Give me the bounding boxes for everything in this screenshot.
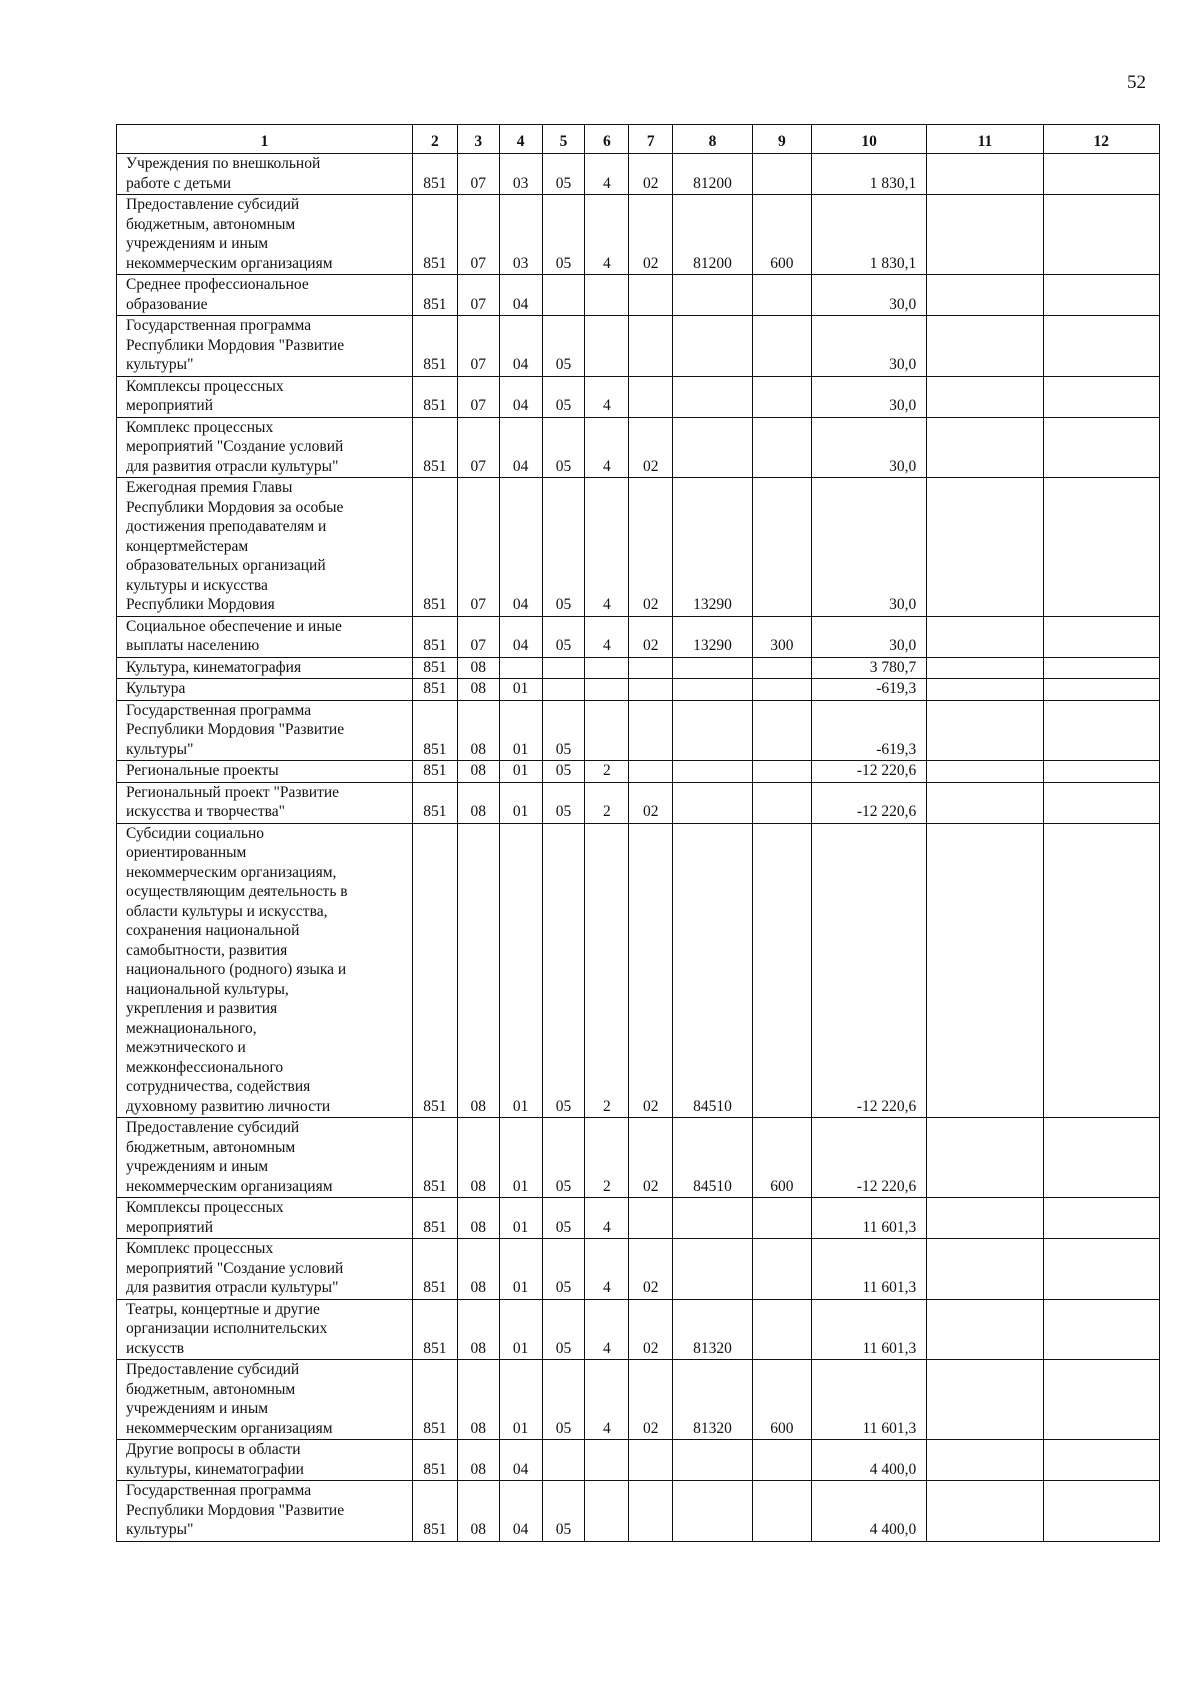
subprogram-cell xyxy=(585,679,629,701)
table-body xyxy=(117,154,1160,1542)
empty-cell-12 xyxy=(1043,1440,1159,1481)
section-cell: 08 xyxy=(457,1440,499,1481)
code-cell: 851 xyxy=(412,1440,457,1481)
empty-cell-11 xyxy=(927,1299,1043,1360)
program-cell: 05 xyxy=(542,1239,585,1300)
empty-cell-11 xyxy=(927,1239,1043,1300)
expense-type-cell xyxy=(752,823,811,1118)
code-cell: 851 xyxy=(412,154,457,195)
activity-cell xyxy=(629,1440,673,1481)
table-row xyxy=(117,1239,1160,1300)
activity-cell xyxy=(629,376,673,417)
activity-cell xyxy=(629,700,673,761)
empty-cell-12 xyxy=(1043,376,1159,417)
code-cell: 851 xyxy=(412,376,457,417)
program-cell: 05 xyxy=(542,478,585,617)
expense-type-cell xyxy=(752,154,811,195)
program-cell xyxy=(542,679,585,701)
empty-cell-11 xyxy=(927,154,1043,195)
program-cell xyxy=(542,657,585,679)
item-name: Комплексы процессных мероприятий xyxy=(117,376,413,417)
subprogram-cell: 4 xyxy=(585,1360,629,1440)
expense-type-cell xyxy=(752,316,811,377)
activity-cell: 02 xyxy=(629,1360,673,1440)
program-cell: 05 xyxy=(542,1299,585,1360)
activity-cell: 02 xyxy=(629,782,673,823)
activity-cell xyxy=(629,761,673,783)
section-cell: 07 xyxy=(457,417,499,478)
empty-cell-11 xyxy=(927,700,1043,761)
activity-cell xyxy=(629,1198,673,1239)
code-cell: 851 xyxy=(412,1118,457,1198)
section-cell: 07 xyxy=(457,195,499,275)
empty-cell-11 xyxy=(927,823,1043,1118)
section-cell: 08 xyxy=(457,700,499,761)
code-cell: 851 xyxy=(412,657,457,679)
item-name: Культура, кинематография xyxy=(117,657,413,679)
section-cell: 07 xyxy=(457,616,499,657)
item-name: Государственная программа Республики Мордовия "Развитие культуры" xyxy=(117,316,413,377)
empty-cell-12 xyxy=(1043,700,1159,761)
section-cell: 08 xyxy=(457,1360,499,1440)
activity-cell: 02 xyxy=(629,417,673,478)
direction-cell: 13290 xyxy=(673,616,753,657)
table-row xyxy=(117,1299,1160,1360)
subsection-cell: 04 xyxy=(499,275,542,316)
expense-type-cell: 600 xyxy=(752,1360,811,1440)
table-row xyxy=(117,782,1160,823)
table-row xyxy=(117,417,1160,478)
program-cell: 05 xyxy=(542,376,585,417)
empty-cell-12 xyxy=(1043,679,1159,701)
item-name: Комплексы процессных мероприятий xyxy=(117,1198,413,1239)
budget-table xyxy=(116,124,1160,1542)
amount-cell: 11 601,3 xyxy=(811,1239,926,1300)
direction-cell xyxy=(673,1198,753,1239)
item-name: Региональные проекты xyxy=(117,761,413,783)
empty-cell-12 xyxy=(1043,616,1159,657)
amount-cell: 11 601,3 xyxy=(811,1360,926,1440)
code-cell: 851 xyxy=(412,195,457,275)
item-name: Учреждения по внешкольной работе с детьми xyxy=(117,154,413,195)
item-name: Предоставление субсидий бюджетным, автономным учреждениям и иным некоммерческим организациям xyxy=(117,1360,413,1440)
section-cell: 07 xyxy=(457,275,499,316)
subprogram-cell xyxy=(585,700,629,761)
expense-type-cell xyxy=(752,761,811,783)
amount-cell: -12 220,6 xyxy=(811,761,926,783)
table-row xyxy=(117,1481,1160,1542)
subprogram-cell xyxy=(585,657,629,679)
amount-cell: -12 220,6 xyxy=(811,823,926,1118)
expense-type-cell xyxy=(752,376,811,417)
empty-cell-11 xyxy=(927,1360,1043,1440)
amount-cell: 1 830,1 xyxy=(811,154,926,195)
direction-cell xyxy=(673,417,753,478)
subsection-cell xyxy=(499,657,542,679)
direction-cell xyxy=(673,316,753,377)
subsection-cell: 04 xyxy=(499,1481,542,1542)
table-row xyxy=(117,376,1160,417)
subsection-cell: 01 xyxy=(499,700,542,761)
section-cell: 07 xyxy=(457,154,499,195)
empty-cell-12 xyxy=(1043,1299,1159,1360)
table-row xyxy=(117,1360,1160,1440)
empty-cell-11 xyxy=(927,616,1043,657)
program-cell: 05 xyxy=(542,195,585,275)
empty-cell-11 xyxy=(927,657,1043,679)
activity-cell: 02 xyxy=(629,154,673,195)
subprogram-cell: 4 xyxy=(585,478,629,617)
expense-type-cell xyxy=(752,700,811,761)
activity-cell: 02 xyxy=(629,1239,673,1300)
program-cell: 05 xyxy=(542,417,585,478)
empty-cell-12 xyxy=(1043,823,1159,1118)
amount-cell: 11 601,3 xyxy=(811,1198,926,1239)
expense-type-cell xyxy=(752,1239,811,1300)
empty-cell-11 xyxy=(927,376,1043,417)
item-name: Ежегодная премия Главы Республики Мордовия за особые достижения преподавателям и концертмейстерам образовательных организаций культуры и искусства Республики Мордовия xyxy=(117,478,413,617)
direction-cell: 81200 xyxy=(673,154,753,195)
empty-cell-11 xyxy=(927,316,1043,377)
subprogram-cell: 2 xyxy=(585,782,629,823)
subprogram-cell: 4 xyxy=(585,1239,629,1300)
empty-cell-11 xyxy=(927,195,1043,275)
program-cell: 05 xyxy=(542,823,585,1118)
item-name: Среднее профессиональное образование xyxy=(117,275,413,316)
subprogram-cell: 2 xyxy=(585,823,629,1118)
table-row xyxy=(117,823,1160,1118)
table-row xyxy=(117,679,1160,701)
table-row xyxy=(117,1118,1160,1198)
subsection-cell: 01 xyxy=(499,823,542,1118)
empty-cell-12 xyxy=(1043,1118,1159,1198)
item-name: Государственная программа Республики Мордовия "Развитие культуры" xyxy=(117,1481,413,1542)
column-header-10: 10 xyxy=(811,125,926,154)
subsection-cell: 01 xyxy=(499,1118,542,1198)
amount-cell: 30,0 xyxy=(811,478,926,617)
section-cell: 08 xyxy=(457,761,499,783)
subprogram-cell: 4 xyxy=(585,195,629,275)
item-name: Предоставление субсидий бюджетным, автономным учреждениям и иным некоммерческим организациям xyxy=(117,195,413,275)
section-cell: 08 xyxy=(457,782,499,823)
section-cell: 07 xyxy=(457,478,499,617)
column-header-7: 7 xyxy=(629,125,673,154)
direction-cell xyxy=(673,1481,753,1542)
section-cell: 08 xyxy=(457,657,499,679)
column-header-4: 4 xyxy=(499,125,542,154)
empty-cell-11 xyxy=(927,275,1043,316)
item-name: Культура xyxy=(117,679,413,701)
activity-cell xyxy=(629,275,673,316)
subsection-cell: 04 xyxy=(499,616,542,657)
item-name: Государственная программа Республики Мордовия "Развитие культуры" xyxy=(117,700,413,761)
column-header-12: 12 xyxy=(1043,125,1159,154)
section-cell: 08 xyxy=(457,679,499,701)
amount-cell: 11 601,3 xyxy=(811,1299,926,1360)
table-row xyxy=(117,478,1160,617)
code-cell: 851 xyxy=(412,616,457,657)
subprogram-cell xyxy=(585,316,629,377)
direction-cell: 81200 xyxy=(673,195,753,275)
amount-cell: -12 220,6 xyxy=(811,782,926,823)
direction-cell xyxy=(673,275,753,316)
program-cell: 05 xyxy=(542,316,585,377)
empty-cell-12 xyxy=(1043,417,1159,478)
empty-cell-12 xyxy=(1043,275,1159,316)
table-row xyxy=(117,275,1160,316)
code-cell: 851 xyxy=(412,782,457,823)
program-cell: 05 xyxy=(542,700,585,761)
amount-cell: 3 780,7 xyxy=(811,657,926,679)
subsection-cell: 01 xyxy=(499,1360,542,1440)
table-row xyxy=(117,1198,1160,1239)
subprogram-cell xyxy=(585,1481,629,1542)
subprogram-cell: 4 xyxy=(585,1198,629,1239)
activity-cell xyxy=(629,1481,673,1542)
section-cell: 08 xyxy=(457,1299,499,1360)
amount-cell: -619,3 xyxy=(811,700,926,761)
subsection-cell: 04 xyxy=(499,376,542,417)
code-cell: 851 xyxy=(412,478,457,617)
program-cell xyxy=(542,1440,585,1481)
item-name: Комплекс процессных мероприятий "Создание условий для развития отрасли культуры" xyxy=(117,417,413,478)
column-header-3: 3 xyxy=(457,125,499,154)
empty-cell-12 xyxy=(1043,761,1159,783)
item-name: Комплекс процессных мероприятий "Создание условий для развития отрасли культуры" xyxy=(117,1239,413,1300)
activity-cell: 02 xyxy=(629,1118,673,1198)
column-header-8: 8 xyxy=(673,125,753,154)
subprogram-cell: 4 xyxy=(585,154,629,195)
expense-type-cell xyxy=(752,1198,811,1239)
section-cell: 08 xyxy=(457,1239,499,1300)
section-cell: 08 xyxy=(457,1481,499,1542)
empty-cell-12 xyxy=(1043,154,1159,195)
direction-cell xyxy=(673,376,753,417)
program-cell xyxy=(542,275,585,316)
direction-cell: 81320 xyxy=(673,1299,753,1360)
activity-cell: 02 xyxy=(629,616,673,657)
subsection-cell: 01 xyxy=(499,761,542,783)
subsection-cell: 01 xyxy=(499,679,542,701)
direction-cell: 13290 xyxy=(673,478,753,617)
program-cell: 05 xyxy=(542,1481,585,1542)
empty-cell-11 xyxy=(927,782,1043,823)
subsection-cell: 04 xyxy=(499,478,542,617)
expense-type-cell xyxy=(752,782,811,823)
section-cell: 08 xyxy=(457,1118,499,1198)
amount-cell: 30,0 xyxy=(811,417,926,478)
table-row xyxy=(117,761,1160,783)
expense-type-cell xyxy=(752,417,811,478)
item-name: Субсидии социально ориентированным некоммерческим организациям, осуществляющим деятельность в области культуры и искусства, сохранения национальной самобытности, развития национального (родного) языка и национальной культуры, укрепления и развития межнационального, межэтнического и межконфессионального сотрудничества, содействия духовному развитию личности xyxy=(117,823,413,1118)
code-cell: 851 xyxy=(412,700,457,761)
amount-cell: -12 220,6 xyxy=(811,1118,926,1198)
empty-cell-12 xyxy=(1043,195,1159,275)
subprogram-cell: 2 xyxy=(585,1118,629,1198)
direction-cell xyxy=(673,1440,753,1481)
program-cell: 05 xyxy=(542,154,585,195)
amount-cell: 30,0 xyxy=(811,275,926,316)
table-row xyxy=(117,154,1160,195)
empty-cell-11 xyxy=(927,761,1043,783)
activity-cell xyxy=(629,657,673,679)
code-cell: 851 xyxy=(412,1481,457,1542)
column-header-6: 6 xyxy=(585,125,629,154)
expense-type-cell xyxy=(752,478,811,617)
empty-cell-11 xyxy=(927,1481,1043,1542)
subsection-cell: 01 xyxy=(499,782,542,823)
subprogram-cell xyxy=(585,1440,629,1481)
program-cell: 05 xyxy=(542,1198,585,1239)
amount-cell: 1 830,1 xyxy=(811,195,926,275)
section-cell: 08 xyxy=(457,823,499,1118)
subsection-cell: 04 xyxy=(499,417,542,478)
code-cell: 851 xyxy=(412,1198,457,1239)
page-number: 52 xyxy=(1127,72,1146,93)
subsection-cell: 01 xyxy=(499,1299,542,1360)
column-header-9: 9 xyxy=(752,125,811,154)
section-cell: 07 xyxy=(457,316,499,377)
empty-cell-11 xyxy=(927,1440,1043,1481)
expense-type-cell xyxy=(752,275,811,316)
empty-cell-11 xyxy=(927,1198,1043,1239)
code-cell: 851 xyxy=(412,823,457,1118)
table-row xyxy=(117,195,1160,275)
direction-cell: 84510 xyxy=(673,823,753,1118)
activity-cell: 02 xyxy=(629,1299,673,1360)
section-cell: 08 xyxy=(457,1198,499,1239)
subsection-cell: 01 xyxy=(499,1239,542,1300)
table-row xyxy=(117,657,1160,679)
activity-cell: 02 xyxy=(629,478,673,617)
column-header-2: 2 xyxy=(412,125,457,154)
subsection-cell: 04 xyxy=(499,316,542,377)
subsection-cell: 04 xyxy=(499,1440,542,1481)
code-cell: 851 xyxy=(412,679,457,701)
table-row xyxy=(117,700,1160,761)
amount-cell: -619,3 xyxy=(811,679,926,701)
section-cell: 07 xyxy=(457,376,499,417)
expense-type-cell xyxy=(752,657,811,679)
expense-type-cell xyxy=(752,1481,811,1542)
expense-type-cell xyxy=(752,1440,811,1481)
activity-cell xyxy=(629,679,673,701)
empty-cell-12 xyxy=(1043,1198,1159,1239)
item-name: Региональный проект "Развитие искусства и творчества" xyxy=(117,782,413,823)
empty-cell-12 xyxy=(1043,1239,1159,1300)
subprogram-cell xyxy=(585,275,629,316)
amount-cell: 30,0 xyxy=(811,376,926,417)
program-cell: 05 xyxy=(542,761,585,783)
table-row xyxy=(117,1440,1160,1481)
subsection-cell: 01 xyxy=(499,1198,542,1239)
direction-cell xyxy=(673,782,753,823)
subprogram-cell: 4 xyxy=(585,376,629,417)
empty-cell-11 xyxy=(927,478,1043,617)
expense-type-cell: 600 xyxy=(752,195,811,275)
expense-type-cell: 300 xyxy=(752,616,811,657)
item-name: Социальное обеспечение и иные выплаты населению xyxy=(117,616,413,657)
subprogram-cell: 4 xyxy=(585,616,629,657)
empty-cell-12 xyxy=(1043,1481,1159,1542)
direction-cell xyxy=(673,700,753,761)
program-cell: 05 xyxy=(542,616,585,657)
subprogram-cell: 2 xyxy=(585,761,629,783)
direction-cell xyxy=(673,657,753,679)
empty-cell-11 xyxy=(927,679,1043,701)
direction-cell: 84510 xyxy=(673,1118,753,1198)
item-name: Предоставление субсидий бюджетным, автономным учреждениям и иным некоммерческим организациям xyxy=(117,1118,413,1198)
direction-cell xyxy=(673,761,753,783)
amount-cell: 4 400,0 xyxy=(811,1440,926,1481)
empty-cell-12 xyxy=(1043,478,1159,617)
program-cell: 05 xyxy=(542,782,585,823)
code-cell: 851 xyxy=(412,1360,457,1440)
header-row xyxy=(117,125,1160,154)
expense-type-cell xyxy=(752,1299,811,1360)
code-cell: 851 xyxy=(412,1239,457,1300)
direction-cell xyxy=(673,1239,753,1300)
code-cell: 851 xyxy=(412,316,457,377)
activity-cell: 02 xyxy=(629,823,673,1118)
empty-cell-11 xyxy=(927,1118,1043,1198)
activity-cell: 02 xyxy=(629,195,673,275)
table-row xyxy=(117,316,1160,377)
program-cell: 05 xyxy=(542,1118,585,1198)
empty-cell-12 xyxy=(1043,1360,1159,1440)
subsection-cell: 03 xyxy=(499,195,542,275)
amount-cell: 30,0 xyxy=(811,316,926,377)
empty-cell-11 xyxy=(927,417,1043,478)
table-row xyxy=(117,616,1160,657)
code-cell: 851 xyxy=(412,275,457,316)
activity-cell xyxy=(629,316,673,377)
subsection-cell: 03 xyxy=(499,154,542,195)
subprogram-cell: 4 xyxy=(585,417,629,478)
empty-cell-12 xyxy=(1043,316,1159,377)
subprogram-cell: 4 xyxy=(585,1299,629,1360)
direction-cell: 81320 xyxy=(673,1360,753,1440)
empty-cell-12 xyxy=(1043,657,1159,679)
expense-type-cell xyxy=(752,679,811,701)
program-cell: 05 xyxy=(542,1360,585,1440)
code-cell: 851 xyxy=(412,1299,457,1360)
amount-cell: 4 400,0 xyxy=(811,1481,926,1542)
item-name: Театры, концертные и другие организации исполнительских искусств xyxy=(117,1299,413,1360)
item-name: Другие вопросы в области культуры, кинематографии xyxy=(117,1440,413,1481)
empty-cell-12 xyxy=(1043,782,1159,823)
expense-type-cell: 600 xyxy=(752,1118,811,1198)
code-cell: 851 xyxy=(412,761,457,783)
column-header-11: 11 xyxy=(927,125,1043,154)
amount-cell: 30,0 xyxy=(811,616,926,657)
column-header-1: 1 xyxy=(117,125,413,154)
code-cell: 851 xyxy=(412,417,457,478)
column-header-5: 5 xyxy=(542,125,585,154)
direction-cell xyxy=(673,679,753,701)
